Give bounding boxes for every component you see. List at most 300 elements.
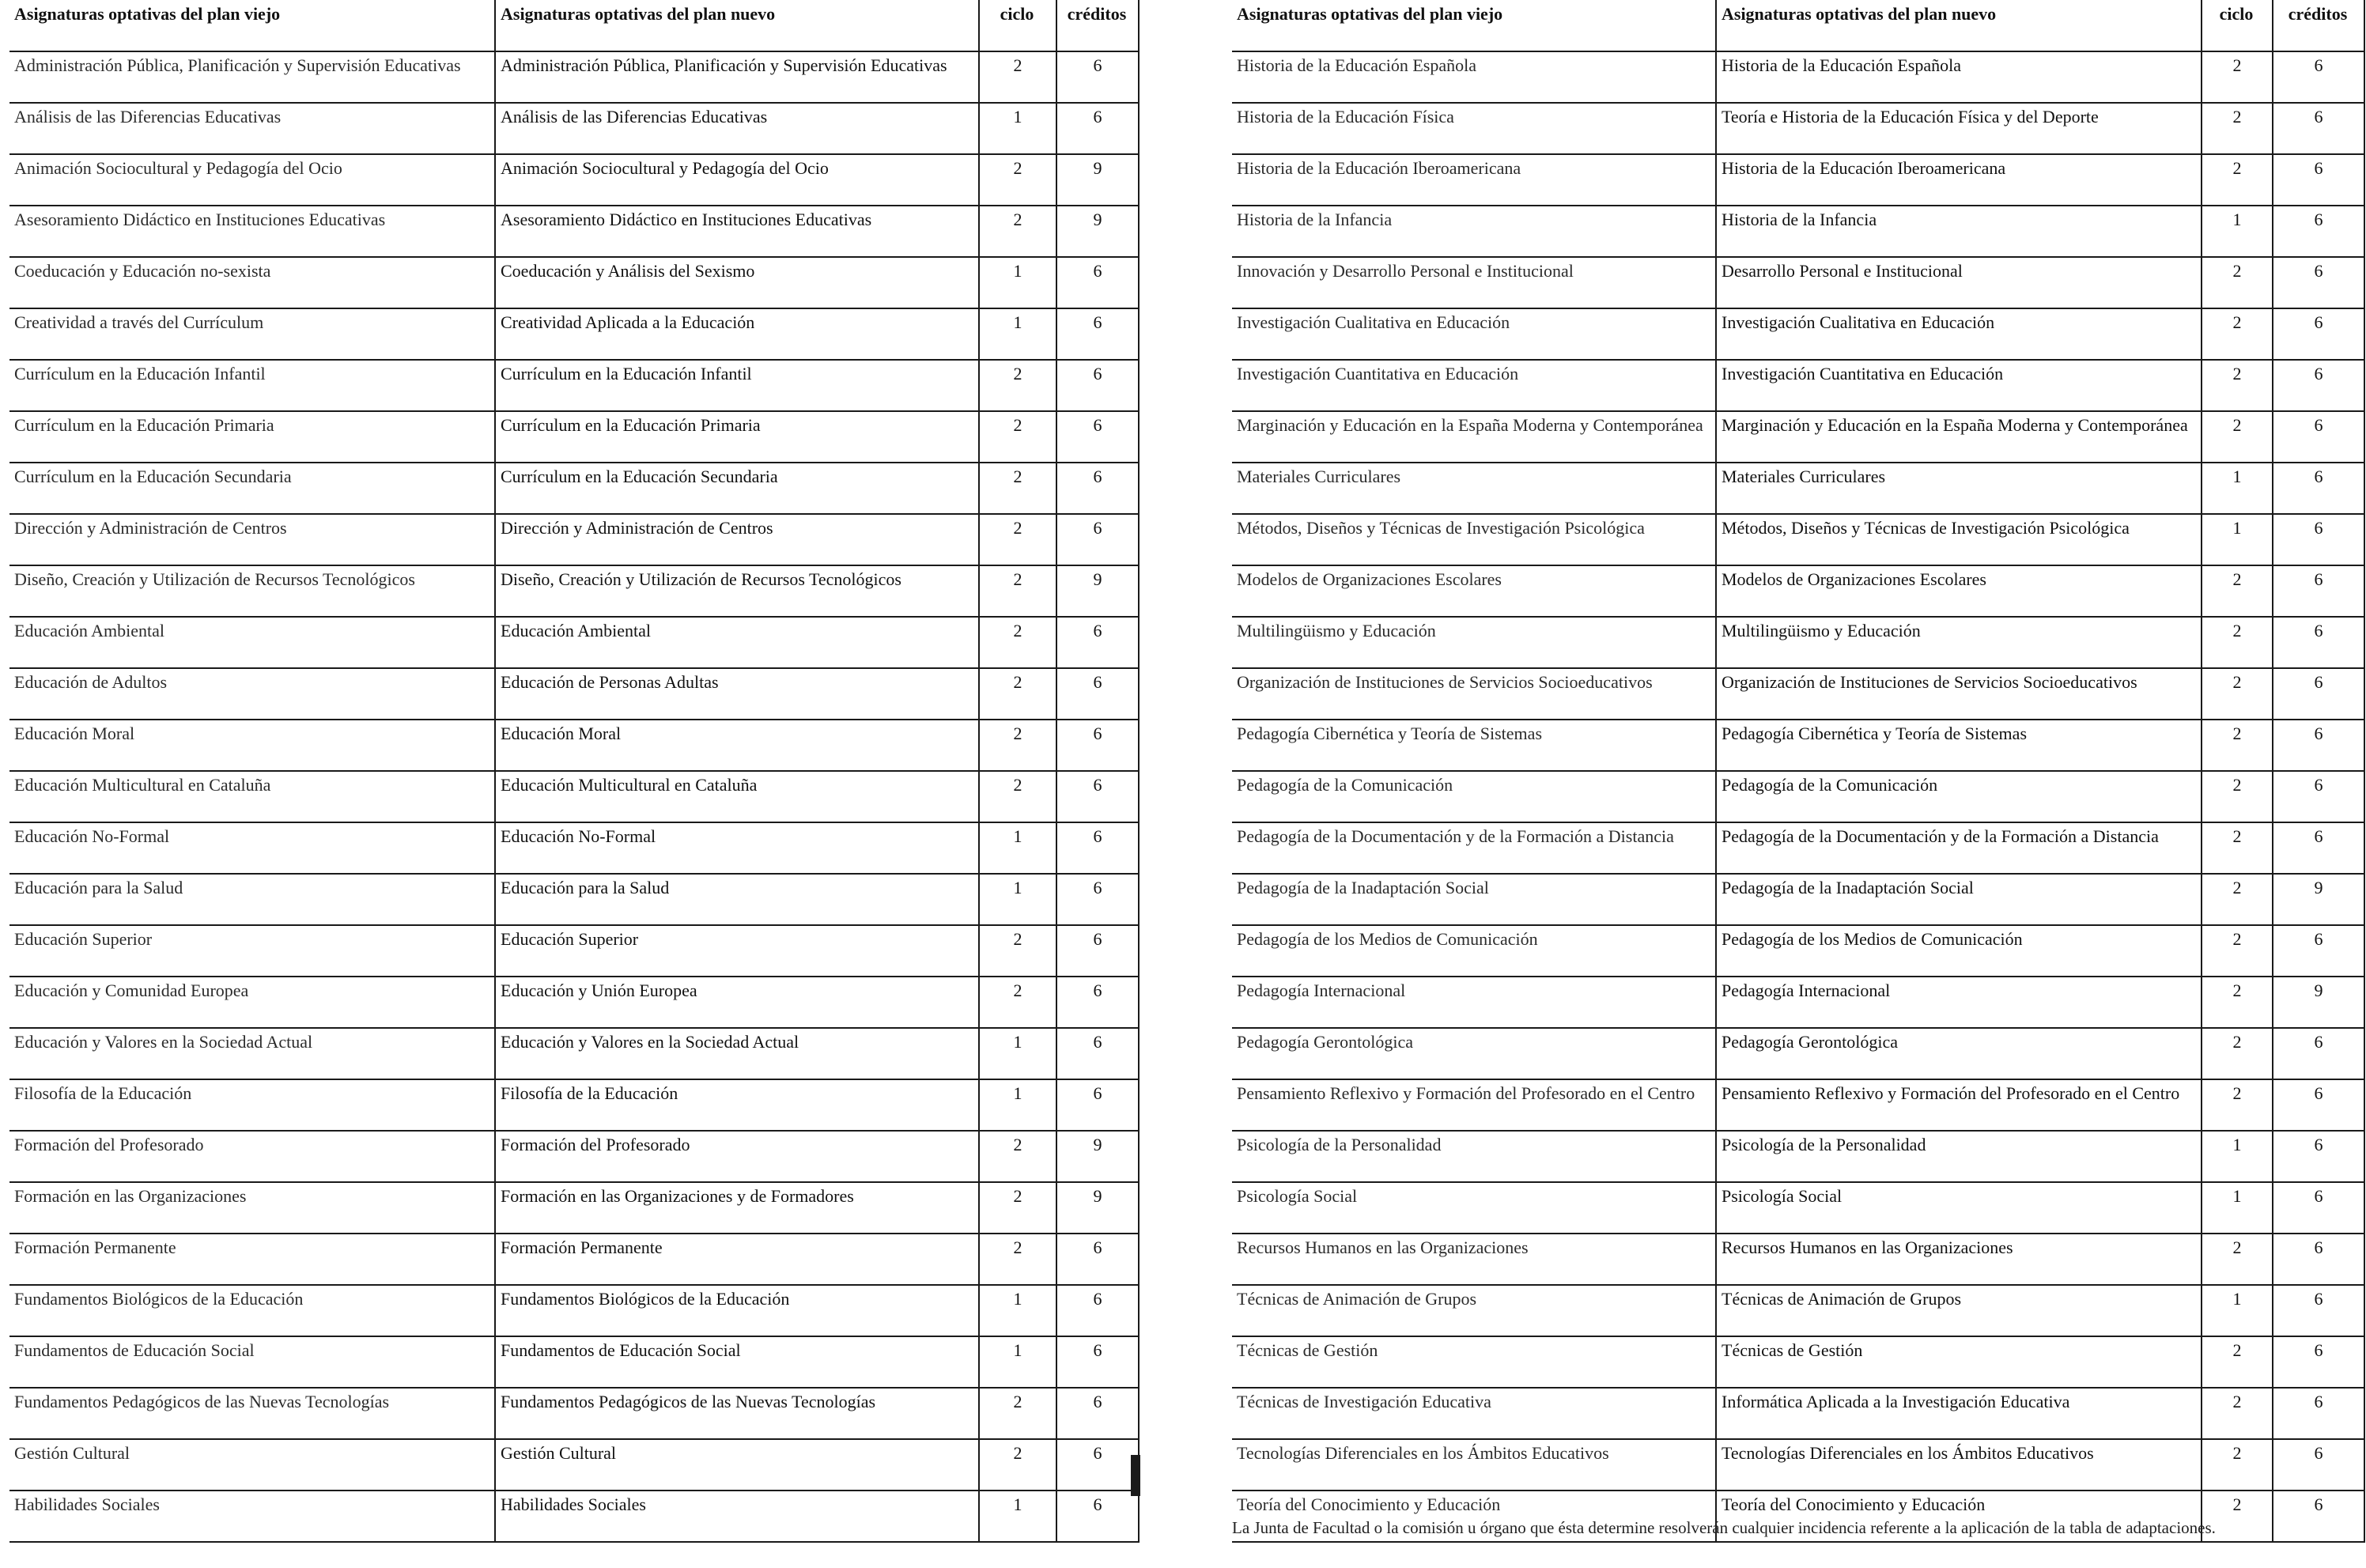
ciclo-cell: 1 [2202, 1182, 2273, 1234]
new-plan-cell: Educación Moral [495, 720, 979, 771]
table-row [9, 1285, 1139, 1336]
old-plan-cell: Formación Permanente [9, 1234, 495, 1285]
new-plan-cell: Educación Superior [495, 925, 979, 977]
old-plan-cell: Dirección y Administración de Centros [9, 514, 495, 565]
new-plan-cell: Pedagogía de la Inadaptación Social [1716, 874, 2202, 925]
table-row [1232, 822, 2364, 874]
new-plan-cell: Animación Sociocultural y Pedagogía del Ocio [495, 154, 979, 206]
new-plan-cell: Materiales Curriculares [1716, 463, 2202, 514]
table-row [1232, 1285, 2364, 1336]
old-plan-cell: Teoría del Conocimiento y Educación [1232, 1491, 1716, 1542]
new-plan-cell: Pedagogía Internacional [1716, 977, 2202, 1028]
old-plan-cell: Investigación Cuantitativa en Educación [1232, 360, 1716, 411]
table-row [1232, 925, 2364, 977]
new-plan-cell: Tecnologías Diferenciales en los Ámbitos Educativos [1716, 1439, 2202, 1491]
header-old-plan: Asignaturas optativas del plan viejo [9, 0, 495, 51]
header-creditos: créditos [2273, 0, 2364, 51]
creditos-cell: 6 [2273, 1028, 2364, 1079]
table-row [9, 1491, 1139, 1542]
old-plan-cell: Tecnologías Diferenciales en los Ámbitos Educativos [1232, 1439, 1716, 1491]
old-plan-cell: Educación Ambiental [9, 617, 495, 668]
ciclo-cell: 2 [979, 51, 1056, 103]
ciclo-cell: 2 [2202, 51, 2273, 103]
creditos-cell: 6 [2273, 206, 2364, 257]
table-row [1232, 977, 2364, 1028]
table-row [1232, 360, 2364, 411]
old-plan-cell: Historia de la Educación Iberoamericana [1232, 154, 1716, 206]
table-row [1232, 1079, 2364, 1131]
ciclo-cell: 2 [2202, 668, 2273, 720]
new-plan-cell: Análisis de las Diferencias Educativas [495, 103, 979, 154]
ciclo-cell: 2 [2202, 1439, 2273, 1491]
table-row [1232, 103, 2364, 154]
old-plan-cell: Animación Sociocultural y Pedagogía del Ocio [9, 154, 495, 206]
new-plan-cell: Pensamiento Reflexivo y Formación del Profesorado en el Centro [1716, 1079, 2202, 1131]
ciclo-cell: 2 [2202, 977, 2273, 1028]
ciclo-cell: 1 [979, 257, 1056, 308]
table-row [1232, 154, 2364, 206]
table-row [1232, 1182, 2364, 1234]
table-row [9, 1131, 1139, 1182]
ciclo-cell: 2 [979, 668, 1056, 720]
old-plan-cell: Fundamentos de Educación Social [9, 1336, 495, 1388]
creditos-cell: 9 [2273, 874, 2364, 925]
creditos-cell: 6 [2273, 1285, 2364, 1336]
header-old-plan: Asignaturas optativas del plan viejo [1232, 0, 1716, 51]
creditos-cell: 6 [2273, 1491, 2364, 1542]
old-plan-cell: Creatividad a través del Currículum [9, 308, 495, 360]
table-row [9, 257, 1139, 308]
ciclo-cell: 2 [979, 1388, 1056, 1439]
table-row [1232, 668, 2364, 720]
ciclo-cell: 2 [2202, 103, 2273, 154]
left-page [9, 0, 1139, 1543]
new-plan-cell: Marginación y Educación en la España Moderna y Contemporánea [1716, 411, 2202, 463]
creditos-cell: 6 [1056, 51, 1139, 103]
creditos-cell: 6 [1056, 874, 1139, 925]
new-plan-cell: Fundamentos de Educación Social [495, 1336, 979, 1388]
old-plan-cell: Métodos, Diseños y Técnicas de Investigación Psicológica [1232, 514, 1716, 565]
old-plan-cell: Modelos de Organizaciones Escolares [1232, 565, 1716, 617]
new-plan-cell: Técnicas de Gestión [1716, 1336, 2202, 1388]
table-row [9, 411, 1139, 463]
creditos-cell: 6 [1056, 977, 1139, 1028]
ciclo-cell: 2 [2202, 1079, 2273, 1131]
ciclo-cell: 1 [2202, 463, 2273, 514]
ciclo-cell: 1 [979, 1491, 1056, 1542]
old-plan-cell: Pedagogía de la Documentación y de la Formación a Distancia [1232, 822, 1716, 874]
old-plan-cell: Organización de Instituciones de Servicios Socioeducativos [1232, 668, 1716, 720]
table-row [1232, 1028, 2364, 1079]
ciclo-cell: 2 [979, 514, 1056, 565]
new-plan-cell: Recursos Humanos en las Organizaciones [1716, 1234, 2202, 1285]
table-body [1232, 51, 2364, 1542]
table-row [9, 1028, 1139, 1079]
creditos-cell: 6 [1056, 1028, 1139, 1079]
creditos-cell: 6 [1056, 360, 1139, 411]
table-row [1232, 206, 2364, 257]
ciclo-cell: 2 [2202, 617, 2273, 668]
new-plan-cell: Currículum en la Educación Infantil [495, 360, 979, 411]
new-plan-cell: Currículum en la Educación Primaria [495, 411, 979, 463]
old-plan-cell: Pedagogía de los Medios de Comunicación [1232, 925, 1716, 977]
new-plan-cell: Teoría e Historia de la Educación Física y del Deporte [1716, 103, 2202, 154]
ciclo-cell: 1 [979, 822, 1056, 874]
new-plan-cell: Historia de la Educación Española [1716, 51, 2202, 103]
creditos-cell: 6 [1056, 771, 1139, 822]
ciclo-cell: 2 [2202, 1388, 2273, 1439]
creditos-cell: 6 [1056, 720, 1139, 771]
table-row [9, 1388, 1139, 1439]
new-plan-cell: Educación y Valores en la Sociedad Actual [495, 1028, 979, 1079]
creditos-cell: 6 [1056, 308, 1139, 360]
new-plan-cell: Formación en las Organizaciones y de Formadores [495, 1182, 979, 1234]
ciclo-cell: 2 [979, 565, 1056, 617]
new-plan-cell: Pedagogía de los Medios de Comunicación [1716, 925, 2202, 977]
old-plan-cell: Pedagogía Gerontológica [1232, 1028, 1716, 1079]
new-plan-cell: Técnicas de Animación de Grupos [1716, 1285, 2202, 1336]
new-plan-cell: Formación Permanente [495, 1234, 979, 1285]
ciclo-cell: 2 [979, 720, 1056, 771]
table-row [1232, 463, 2364, 514]
new-plan-cell: Multilingüismo y Educación [1716, 617, 2202, 668]
old-plan-cell: Técnicas de Gestión [1232, 1336, 1716, 1388]
creditos-cell: 6 [1056, 925, 1139, 977]
creditos-cell: 6 [2273, 1234, 2364, 1285]
old-plan-cell: Educación Superior [9, 925, 495, 977]
new-plan-cell: Dirección y Administración de Centros [495, 514, 979, 565]
table-row [9, 668, 1139, 720]
creditos-cell: 6 [2273, 360, 2364, 411]
old-plan-cell: Educación para la Salud [9, 874, 495, 925]
table-row [9, 308, 1139, 360]
ciclo-cell: 1 [979, 103, 1056, 154]
new-plan-cell: Pedagogía Cibernética y Teoría de Sistemas [1716, 720, 2202, 771]
ciclo-cell: 1 [979, 1079, 1056, 1131]
old-plan-cell: Administración Pública, Planificación y Supervisión Educativas [9, 51, 495, 103]
creditos-cell: 6 [2273, 720, 2364, 771]
table-row [9, 206, 1139, 257]
ciclo-cell: 1 [979, 874, 1056, 925]
old-plan-cell: Diseño, Creación y Utilización de Recursos Tecnológicos [9, 565, 495, 617]
table-row [1232, 565, 2364, 617]
header-ciclo: ciclo [979, 0, 1056, 51]
creditos-cell: 6 [2273, 308, 2364, 360]
creditos-cell: 6 [2273, 1079, 2364, 1131]
new-plan-cell: Pedagogía de la Documentación y de la Formación a Distancia [1716, 822, 2202, 874]
creditos-cell: 9 [1056, 1182, 1139, 1234]
ciclo-cell: 1 [979, 308, 1056, 360]
old-plan-cell: Marginación y Educación en la España Moderna y Contemporánea [1232, 411, 1716, 463]
old-plan-cell: Pedagogía de la Inadaptación Social [1232, 874, 1716, 925]
creditos-cell: 6 [1056, 1336, 1139, 1388]
new-plan-cell: Coeducación y Análisis del Sexismo [495, 257, 979, 308]
old-plan-cell: Currículum en la Educación Secundaria [9, 463, 495, 514]
old-plan-cell: Técnicas de Investigación Educativa [1232, 1388, 1716, 1439]
ciclo-cell: 2 [2202, 411, 2273, 463]
old-plan-cell: Gestión Cultural [9, 1439, 495, 1491]
new-plan-cell: Filosofía de la Educación [495, 1079, 979, 1131]
old-plan-cell: Análisis de las Diferencias Educativas [9, 103, 495, 154]
ciclo-cell: 1 [2202, 206, 2273, 257]
table-row [1232, 51, 2364, 103]
new-plan-cell: Currículum en la Educación Secundaria [495, 463, 979, 514]
creditos-cell: 6 [2273, 154, 2364, 206]
creditos-cell: 6 [2273, 668, 2364, 720]
creditos-cell: 6 [1056, 822, 1139, 874]
old-plan-cell: Currículum en la Educación Infantil [9, 360, 495, 411]
ciclo-cell: 2 [2202, 822, 2273, 874]
creditos-cell: 6 [1056, 1491, 1139, 1542]
old-plan-cell: Formación del Profesorado [9, 1131, 495, 1182]
table-row [9, 514, 1139, 565]
creditos-cell: 6 [1056, 1079, 1139, 1131]
ciclo-cell: 2 [2202, 1028, 2273, 1079]
creditos-cell: 6 [2273, 51, 2364, 103]
table-row [9, 103, 1139, 154]
new-plan-cell: Educación de Personas Adultas [495, 668, 979, 720]
creditos-cell: 6 [1056, 463, 1139, 514]
old-plan-cell: Historia de la Educación Física [1232, 103, 1716, 154]
creditos-cell: 6 [2273, 565, 2364, 617]
header-new-plan: Asignaturas optativas del plan nuevo [1716, 0, 2202, 51]
old-plan-cell: Fundamentos Biológicos de la Educación [9, 1285, 495, 1336]
new-plan-cell: Métodos, Diseños y Técnicas de Investigación Psicológica [1716, 514, 2202, 565]
old-plan-cell: Materiales Curriculares [1232, 463, 1716, 514]
new-plan-cell: Asesoramiento Didáctico en Instituciones Educativas [495, 206, 979, 257]
creditos-cell: 6 [1056, 1234, 1139, 1285]
creditos-cell: 6 [2273, 463, 2364, 514]
new-plan-cell: Investigación Cualitativa en Educación [1716, 308, 2202, 360]
ciclo-cell: 2 [2202, 565, 2273, 617]
ciclo-cell: 2 [979, 463, 1056, 514]
table-body [9, 51, 1139, 1542]
old-plan-cell: Investigación Cualitativa en Educación [1232, 308, 1716, 360]
new-plan-cell: Historia de la Educación Iberoamericana [1716, 154, 2202, 206]
table-row [9, 154, 1139, 206]
new-plan-cell: Diseño, Creación y Utilización de Recursos Tecnológicos [495, 565, 979, 617]
table-row [1232, 257, 2364, 308]
table-row [1232, 411, 2364, 463]
table-row [9, 771, 1139, 822]
creditos-cell: 6 [1056, 668, 1139, 720]
ciclo-cell: 2 [979, 977, 1056, 1028]
table-row [1232, 308, 2364, 360]
table-row [9, 874, 1139, 925]
old-plan-cell: Pedagogía Cibernética y Teoría de Sistemas [1232, 720, 1716, 771]
old-plan-cell: Asesoramiento Didáctico en Instituciones Educativas [9, 206, 495, 257]
table-row [1232, 617, 2364, 668]
creditos-cell: 6 [2273, 617, 2364, 668]
creditos-cell: 6 [2273, 1336, 2364, 1388]
ciclo-cell: 2 [2202, 308, 2273, 360]
old-plan-cell: Fundamentos Pedagógicos de las Nuevas Tecnologías [9, 1388, 495, 1439]
ciclo-cell: 2 [2202, 154, 2273, 206]
table-row [9, 977, 1139, 1028]
old-plan-cell: Coeducación y Educación no-sexista [9, 257, 495, 308]
ciclo-cell: 2 [2202, 1336, 2273, 1388]
old-plan-cell: Historia de la Infancia [1232, 206, 1716, 257]
creditos-cell: 6 [2273, 822, 2364, 874]
creditos-cell: 6 [1056, 514, 1139, 565]
ciclo-cell: 2 [979, 925, 1056, 977]
table-row [1232, 1388, 2364, 1439]
creditos-cell: 6 [1056, 1388, 1139, 1439]
right-page [1232, 0, 2364, 1543]
table-row [9, 360, 1139, 411]
old-plan-cell: Educación Multicultural en Cataluña [9, 771, 495, 822]
new-plan-cell: Pedagogía de la Comunicación [1716, 771, 2202, 822]
old-plan-cell: Pedagogía Internacional [1232, 977, 1716, 1028]
table-row [9, 720, 1139, 771]
ciclo-cell: 2 [2202, 874, 2273, 925]
table-row [1232, 1336, 2364, 1388]
creditos-cell: 6 [2273, 1388, 2364, 1439]
table-row [1232, 1131, 2364, 1182]
table-row [1232, 771, 2364, 822]
creditos-cell: 6 [2273, 103, 2364, 154]
table-header [1232, 0, 2364, 51]
new-plan-cell: Fundamentos Biológicos de la Educación [495, 1285, 979, 1336]
ciclo-cell: 2 [2202, 360, 2273, 411]
new-plan-cell: Investigación Cuantitativa en Educación [1716, 360, 2202, 411]
table-row [9, 822, 1139, 874]
table-row [9, 617, 1139, 668]
new-plan-cell: Informática Aplicada a la Investigación Educativa [1716, 1388, 2202, 1439]
creditos-cell: 9 [1056, 206, 1139, 257]
new-plan-cell: Pedagogía Gerontológica [1716, 1028, 2202, 1079]
creditos-cell: 6 [1056, 1285, 1139, 1336]
creditos-cell: 6 [2273, 1439, 2364, 1491]
ciclo-cell: 2 [2202, 1234, 2273, 1285]
table-row [1232, 874, 2364, 925]
ciclo-cell: 2 [2202, 771, 2273, 822]
creditos-cell: 6 [2273, 925, 2364, 977]
new-plan-cell: Educación Multicultural en Cataluña [495, 771, 979, 822]
ciclo-cell: 2 [979, 617, 1056, 668]
ciclo-cell: 1 [2202, 1131, 2273, 1182]
old-plan-cell: Educación No-Formal [9, 822, 495, 874]
new-plan-cell: Psicología de la Personalidad [1716, 1131, 2202, 1182]
ciclo-cell: 1 [2202, 514, 2273, 565]
table-row [9, 565, 1139, 617]
new-plan-cell: Formación del Profesorado [495, 1131, 979, 1182]
new-plan-cell: Teoría del Conocimiento y Educación [1716, 1491, 2202, 1542]
new-plan-cell: Educación y Unión Europea [495, 977, 979, 1028]
new-plan-cell: Modelos de Organizaciones Escolares [1716, 565, 2202, 617]
ciclo-cell: 2 [979, 771, 1056, 822]
new-plan-cell: Creatividad Aplicada a la Educación [495, 308, 979, 360]
creditos-cell: 6 [1056, 103, 1139, 154]
table-row [9, 925, 1139, 977]
creditos-cell: 9 [1056, 154, 1139, 206]
old-plan-cell: Historia de la Educación Española [1232, 51, 1716, 103]
old-plan-cell: Formación en las Organizaciones [9, 1182, 495, 1234]
new-plan-cell: Gestión Cultural [495, 1439, 979, 1491]
ciclo-cell: 2 [979, 1439, 1056, 1491]
table-row [9, 1079, 1139, 1131]
ciclo-cell: 2 [2202, 720, 2273, 771]
old-plan-cell: Pedagogía de la Comunicación [1232, 771, 1716, 822]
ciclo-cell: 2 [979, 411, 1056, 463]
old-plan-cell: Educación de Adultos [9, 668, 495, 720]
old-plan-cell: Psicología de la Personalidad [1232, 1131, 1716, 1182]
table-row [9, 1234, 1139, 1285]
new-plan-cell: Fundamentos Pedagógicos de las Nuevas Tecnologías [495, 1388, 979, 1439]
creditos-cell: 6 [2273, 411, 2364, 463]
creditos-cell: 6 [1056, 617, 1139, 668]
new-plan-cell: Administración Pública, Planificación y Supervisión Educativas [495, 51, 979, 103]
creditos-cell: 6 [1056, 1439, 1139, 1491]
new-plan-cell: Habilidades Sociales [495, 1491, 979, 1542]
header-new-plan: Asignaturas optativas del plan nuevo [495, 0, 979, 51]
table-row [9, 1336, 1139, 1388]
old-plan-cell: Habilidades Sociales [9, 1491, 495, 1542]
new-plan-cell: Desarrollo Personal e Institucional [1716, 257, 2202, 308]
creditos-cell: 6 [2273, 771, 2364, 822]
adaptation-table-left [9, 0, 1140, 1543]
ciclo-cell: 1 [2202, 1285, 2273, 1336]
old-plan-cell: Innovación y Desarrollo Personal e Institucional [1232, 257, 1716, 308]
ciclo-cell: 2 [979, 1182, 1056, 1234]
ciclo-cell: 2 [979, 154, 1056, 206]
ciclo-cell: 1 [979, 1336, 1056, 1388]
ciclo-cell: 2 [2202, 925, 2273, 977]
ciclo-cell: 1 [979, 1028, 1056, 1079]
old-plan-cell: Pensamiento Reflexivo y Formación del Profesorado en el Centro [1232, 1079, 1716, 1131]
old-plan-cell: Multilingüismo y Educación [1232, 617, 1716, 668]
table-row [9, 463, 1139, 514]
ciclo-cell: 2 [979, 1131, 1056, 1182]
old-plan-cell: Psicología Social [1232, 1182, 1716, 1234]
creditos-cell: 6 [2273, 257, 2364, 308]
table-header [9, 0, 1139, 51]
creditos-cell: 6 [2273, 1182, 2364, 1234]
old-plan-cell: Educación Moral [9, 720, 495, 771]
ciclo-cell: 2 [979, 360, 1056, 411]
ciclo-cell: 1 [979, 1285, 1056, 1336]
creditos-cell: 9 [2273, 977, 2364, 1028]
old-plan-cell: Filosofía de la Educación [9, 1079, 495, 1131]
old-plan-cell: Recursos Humanos en las Organizaciones [1232, 1234, 1716, 1285]
table-row [9, 51, 1139, 103]
table-row [1232, 1439, 2364, 1491]
table-row [1232, 720, 2364, 771]
creditos-cell: 6 [2273, 514, 2364, 565]
ciclo-cell: 2 [2202, 1491, 2273, 1542]
new-plan-cell: Organización de Instituciones de Servicios Socioeducativos [1716, 668, 2202, 720]
table-row [1232, 514, 2364, 565]
header-creditos: créditos [1056, 0, 1139, 51]
old-plan-cell: Técnicas de Animación de Grupos [1232, 1285, 1716, 1336]
new-plan-cell: Educación Ambiental [495, 617, 979, 668]
table-row [9, 1439, 1139, 1491]
table-row [1232, 1234, 2364, 1285]
adaptation-table-right [1232, 0, 2365, 1543]
header-ciclo: ciclo [2202, 0, 2273, 51]
creditos-cell: 9 [1056, 565, 1139, 617]
creditos-cell: 6 [1056, 411, 1139, 463]
new-plan-cell: Psicología Social [1716, 1182, 2202, 1234]
ciclo-cell: 2 [979, 1234, 1056, 1285]
creditos-cell: 6 [2273, 1131, 2364, 1182]
creditos-cell: 6 [1056, 257, 1139, 308]
new-plan-cell: Historia de la Infancia [1716, 206, 2202, 257]
old-plan-cell: Educación y Comunidad Europea [9, 977, 495, 1028]
new-plan-cell: Educación No-Formal [495, 822, 979, 874]
new-plan-cell: Educación para la Salud [495, 874, 979, 925]
footnote: La Junta de Facultad o la comisión u órgano que ésta determine resolverán cualquier incidencia referente a la aplicación de la tabla de adaptaciones. [1232, 1518, 2216, 1537]
